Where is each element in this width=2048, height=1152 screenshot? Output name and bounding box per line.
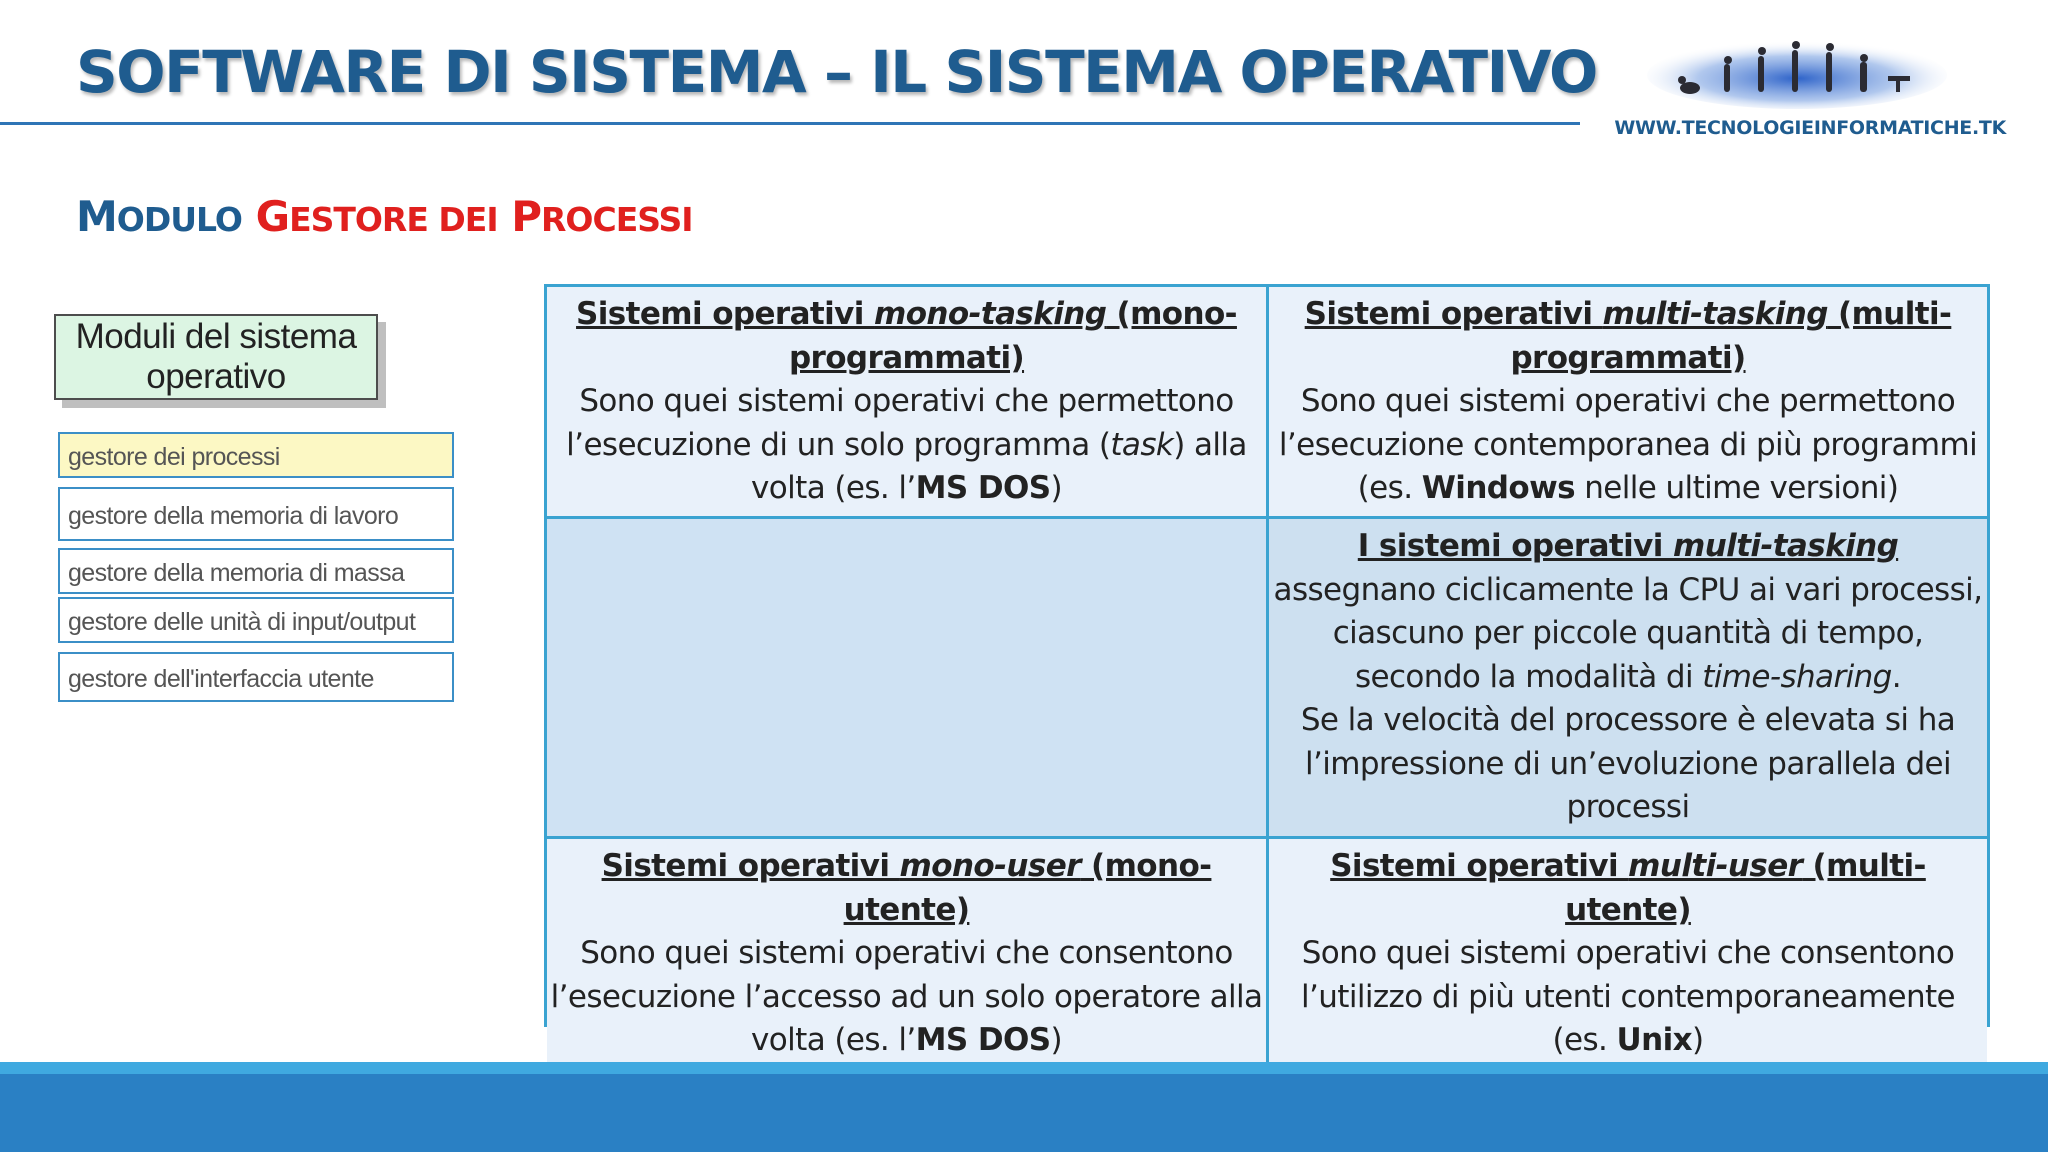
- os-types-table: [544, 284, 1990, 1058]
- mono-tasking-body-2: ) alla volta (es. l’: [751, 426, 1247, 506]
- module-interfaccia-utente: gestore dell'interfaccia utente: [58, 652, 454, 702]
- multi-tasking-heading: [1305, 296, 1952, 376]
- module-memoria-massa: gestore della memoria di massa: [58, 548, 454, 594]
- time-sharing-heading: [1358, 528, 1898, 564]
- multi-tasking-head-post: (multi-programmati): [1510, 296, 1952, 376]
- mono-tasking-body-bold: MS DOS: [915, 470, 1051, 506]
- human-evolution-logo-icon: [1642, 20, 1952, 110]
- subtitle-word-2-initial: G: [255, 192, 290, 241]
- multi-user-head-pre: Sistemi operativi: [1330, 848, 1629, 884]
- mono-user-head-em: mono-user: [899, 848, 1081, 884]
- time-sharing-head-pre: I sistemi operativi: [1357, 528, 1673, 564]
- diagram-title-line-1: Moduli del sistema: [75, 317, 357, 356]
- mono-user-head-pre: Sistemi operativi: [601, 848, 900, 884]
- mono-tasking-heading: [576, 296, 1237, 376]
- mono-tasking-body-1: Sono quei sistemi operativi che permettono l’esecuzione di un solo programma (: [566, 383, 1234, 463]
- mono-user-body-bold: MS DOS: [915, 1022, 1051, 1058]
- mono-user-body-2: ): [1050, 1022, 1062, 1058]
- title-underline: [0, 122, 1580, 125]
- footer-stripe: [0, 1062, 2048, 1074]
- multi-user-heading: [1330, 848, 1926, 928]
- mono-tasking-head-pre: Sistemi operativi: [576, 296, 875, 332]
- subtitle-word-3-initial: P: [511, 192, 542, 241]
- mono-tasking-body-3: ): [1050, 470, 1062, 506]
- multi-user-head-em: multi-user: [1628, 848, 1803, 884]
- time-sharing-body-em: time-sharing: [1702, 658, 1892, 695]
- subtitle-word-1-rest: ODULO: [116, 200, 242, 239]
- multi-user-body-1: Sono quei sistemi operativi che consentono l’utilizzo di più utenti contemporaneamente (es.: [1300, 935, 1956, 1058]
- multi-user-body-2: ): [1692, 1022, 1704, 1058]
- multi-user-head-post: (multi-utente): [1565, 848, 1926, 928]
- footer-bar: [0, 1074, 2048, 1152]
- cell-mono-user: [547, 839, 1269, 1063]
- cell-multi-tasking: [1269, 287, 1987, 519]
- subtitle-word-1-initial: M: [76, 192, 117, 241]
- cell-mono-tasking: [547, 287, 1269, 519]
- cell-time-sharing: [1269, 519, 1987, 839]
- mono-tasking-head-post: (mono-programmati): [788, 296, 1237, 376]
- mono-user-heading: [602, 848, 1212, 928]
- multi-tasking-head-pre: Sistemi operativi: [1304, 296, 1603, 332]
- modules-diagram-title: [54, 314, 378, 400]
- time-sharing-head-em: multi-tasking: [1673, 528, 1899, 564]
- module-input-output: gestore delle unità di input/output: [58, 597, 454, 643]
- cell-multi-user: [1269, 839, 1987, 1063]
- time-sharing-body-1: assegnano ciclicamente la CPU ai vari processi, ciascuno per piccole quantità di tempo, secondo la modalità di: [1273, 571, 1983, 695]
- mono-user-body-1: Sono quei sistemi operativi che consentono l’esecuzione l’accesso ad un solo operatore alla volta (es. l’: [550, 935, 1263, 1058]
- multi-user-body-bold: Unix: [1616, 1022, 1692, 1058]
- subtitle-word-3-rest: ROCESSI: [541, 200, 693, 239]
- section-subtitle: [76, 192, 693, 241]
- mono-user-head-post: (mono-utente): [843, 848, 1212, 928]
- module-memoria-lavoro: gestore della memoria di lavoro: [58, 487, 454, 541]
- multi-tasking-body-2: nelle ultime versioni): [1574, 470, 1899, 506]
- multi-tasking-head-em: multi-tasking: [1602, 296, 1828, 332]
- module-gestore-processi: gestore dei processi: [58, 432, 454, 478]
- site-url: WWW.TECNOLOGIEINFORMATICHE.TK: [1614, 117, 2006, 139]
- multi-tasking-body-bold: Windows: [1421, 470, 1575, 506]
- cell-empty: [547, 519, 1269, 839]
- mono-tasking-head-em: mono-tasking: [874, 296, 1107, 332]
- slide-title: SOFTWARE DI SISTEMA – IL SISTEMA OPERATIVO: [76, 38, 1597, 106]
- subtitle-word-2-rest: ESTORE DEI: [289, 200, 498, 239]
- time-sharing-body-2: .: [1891, 658, 1902, 695]
- time-sharing-body-3: Se la velocità del processore è elevata si ha l’impressione di un’evoluzione parallela dei processi: [1300, 702, 1956, 825]
- mono-tasking-body-em: task: [1110, 426, 1174, 463]
- diagram-title-line-2: operativo: [146, 357, 286, 396]
- multi-tasking-body-1: Sono quei sistemi operativi che permettono l’esecuzione contemporanea di più programmi (es.: [1278, 383, 1978, 506]
